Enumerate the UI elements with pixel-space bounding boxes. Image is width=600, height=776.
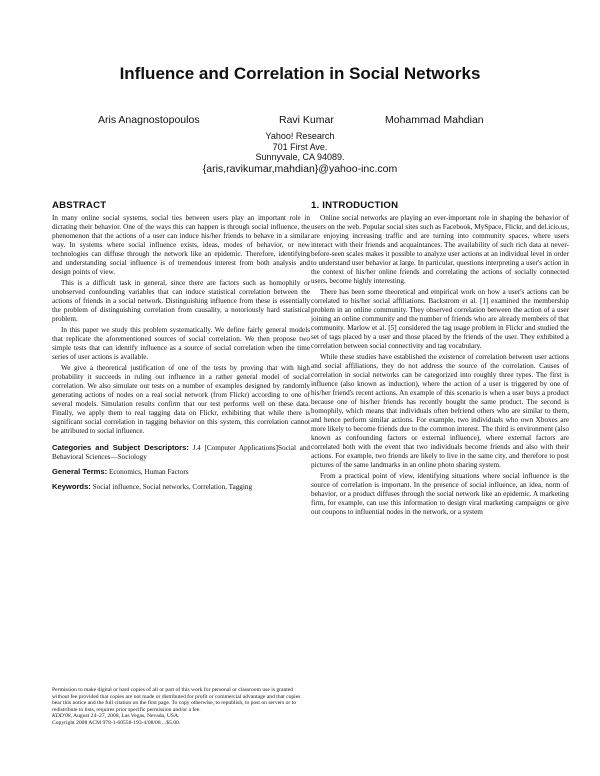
- keywords-label: Keywords:: [52, 482, 91, 491]
- abstract-paragraph: This is a difficult task in general, since there are factors such as homophily or unobserved confounding variables that can induce statistical correlation between the actions of friends in a social network. Distinguishing influence from these is essentially the problem of distinguishing correlation from causality, a notoriously hard statistical problem.: [52, 279, 310, 323]
- venue-line: [52, 713, 310, 720]
- categories-text: J.4 [Computer Applications]Social and Behavioral Sciences—Sociology: [52, 444, 311, 461]
- categories-label: Categories and Subject Descriptors:: [52, 443, 189, 452]
- abstract-paragraph: In many online social systems, social ties between users play an important role in dictating their behavior. One of the ways this can happen is through social influence, the phenomenon that the actions of a user can induce his/her friends to behave in a similar way. In systems where social influence exists, ideas, modes of behavior, or new technologies can diffuse through the network like an epidemic. Therefore, identifying and understanding social influence is of tremendous interest from both analysis and design points of view.: [52, 214, 310, 276]
- abstract-heading: ABSTRACT: [52, 200, 107, 211]
- affiliation-street: 701 First Ave.: [272, 141, 328, 152]
- introduction-heading: 1. INTRODUCTION: [311, 200, 399, 211]
- keywords: [52, 482, 310, 492]
- general-terms-text: Economics, Human Factors: [108, 468, 189, 476]
- categories: [52, 443, 310, 462]
- abstract-paragraph: In this paper we study this problem systematically. We define fairly general models that replicate the aforementioned sources of social correlation. We then propose two simple tests that can identify influence as a source of social correlation when the time series of user actions is available.: [52, 326, 310, 361]
- paper-metadata: [52, 443, 310, 492]
- intro-paragraph: There has been some theoretical and empirical work on how a user's actions can be correlated to his/her social affiliations. Backstrom et al. [1] examined the membership problem in an online community. They observed correlation between the action of a user joining an online community and the number of friends who are already members of that community. Marlow et al. [5] considered the tag usage problem in Flickr and studied the set of tags placed by a user and those placed by the friends of the user. They exhibited a correlation between social connectivity and tag vocabulary.: [311, 288, 569, 350]
- affiliation-org: Yahoo! Research: [265, 131, 335, 141]
- general-terms-label: General Terms:: [52, 467, 108, 476]
- affiliation: [0, 131, 600, 175]
- venue-name: KDD'08,: [52, 713, 72, 720]
- affiliation-city: Sunnyvale, CA 94089.: [255, 152, 345, 162]
- copyright-line: Copyright 2008 ACM 978-1-60558-193-4/08/08 ...$5.00.: [52, 719, 181, 726]
- copyright-footnote: [52, 687, 310, 727]
- author-1: Aris Anagnostopoulos: [98, 114, 200, 126]
- intro-paragraph: From a practical point of view, identifying situations where social influence is the source of correlation is important. In the presence of social influence, an idea, norm of behavior, or a product diffuses through the social network like an epidemic. A marketing firm, for example, can use this information to design viral marketing campaigns or give out coupons to influential nodes in the network, or a system: [311, 472, 569, 516]
- intro-paragraph: Online social networks are playing an ever-important role in shaping the behavior of users on the web. Popular social sites such as Facebook, MySpace, Flickr, and del.icio.us, are enjoying increasing traffic and are turning into community spaces, where users interact with their friends and acquaintances. The availability of such rich data at never-before-seen scales makes it possible to analyze user actions at an individual level in order to understand user behavior at large. In particular, questions interpreting a user's action in the context of his/her online friends and correlating the actions of socially connected users, become highly interesting.: [311, 214, 570, 285]
- permission-notice: Permission to make digital or hard copies of all or part of this work for personal or classroom use is granted without fee provided that copies are not made or distributed for profit or commercial advantage and that copies bear this notice and the full citation on the first page. To copy otherwise, to republish, to post on servers or to redistribute to lists, requires prior specific permission and/or a fee.: [52, 687, 301, 713]
- left-column: [52, 201, 310, 497]
- right-column: [311, 201, 569, 519]
- venue-details: August 24–27, 2008, Las Vegas, Nevada, USA.: [73, 713, 180, 720]
- author-2: Ravi Kumar: [279, 114, 334, 126]
- author-3: Mohammad Mahdian: [385, 114, 484, 126]
- keywords-text: Social influence, Social networks, Correlation, Tagging: [92, 483, 253, 491]
- general-terms: [52, 467, 310, 477]
- abstract-paragraph: We give a theoretical justification of one of the tests by proving that with high probability it succeeds in ruling out influence in a rather general model of social correlation. We also simulate our tests on a number of examples designed by randomly generating actions of nodes on a real social network (from Flickr) according to one of several models. Simulation results confirm that our test performs well on these data. Finally, we apply them to real tagging data on Flickr, exhibiting that while there is significant social correlation in tagging behavior on this system, this correlation cannot be attributed to social influence.: [52, 364, 310, 435]
- paper-title: Influence and Correlation in Social Networks: [119, 64, 481, 83]
- intro-paragraph: While these studies have established the existence of correlation between user actions and social affiliations, they do not address the source of the correlation. Causes of correlation in social networks can be categorized into roughly three types. The first is influence (also known as induction), where the action of a user is triggered by one of his/her friend's recent actions. An example of this scenario is when a user buys a product because one of his/her friends has recently bought the same product. The second is homophily, which means that individuals often befriend others who are similar to them, and hence perform similar actions. For example, two individuals who own Xboxes are more likely to become friends due to the common interest. The third is environment (also known as confounding factors or external influence), where external factors are correlated both with the event that two individuals become friends and also with their actions. For example, two friends are likely to live in the same city, and therefore to post pictures of the same landmarks in an online photo sharing system.: [311, 353, 569, 469]
- author-emails: {aris,ravikumar,mahdian}@yahoo-inc.com: [202, 162, 398, 175]
